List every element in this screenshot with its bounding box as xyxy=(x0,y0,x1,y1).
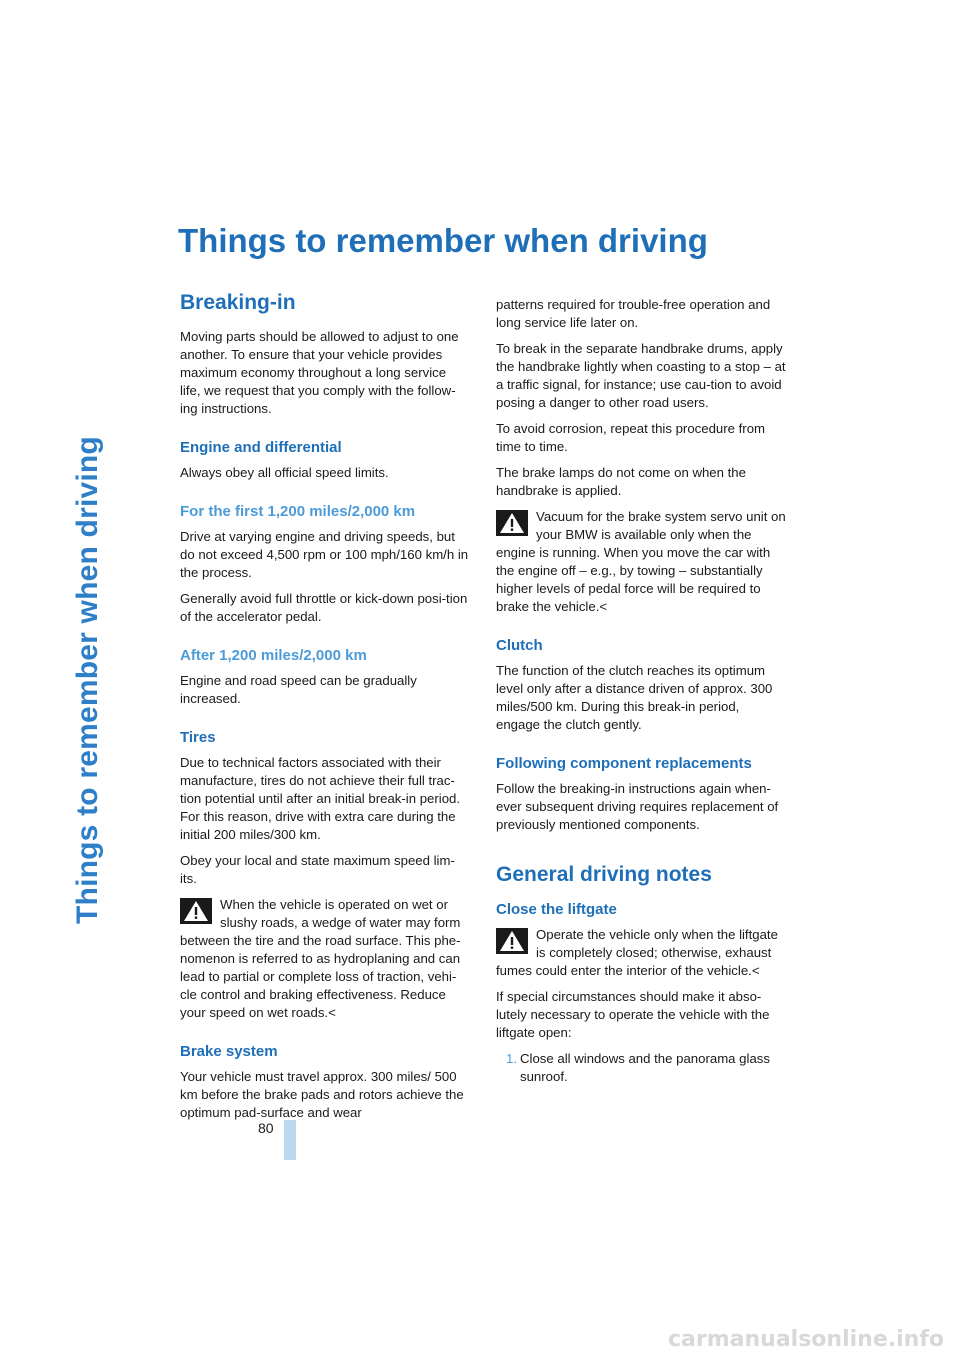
subheading-after-miles: After 1,200 miles/2,000 km xyxy=(180,647,367,664)
warning-note xyxy=(180,896,470,1022)
subheading-brake-system: Brake system xyxy=(180,1043,278,1060)
warning-text: Operate the vehicle only when the liftgate is completely closed; otherwise, exhaust fumes could enter the interior of the vehicle.< xyxy=(496,927,778,978)
page-number-bar xyxy=(284,1120,296,1160)
warning-icon xyxy=(496,928,528,954)
paragraph: To break in the separate handbrake drums, apply the handbrake lightly when coasting to a stop – at a traffic signal, for instance; use cau-tion to avoid posing a danger to other road users. xyxy=(496,341,786,410)
section-heading-general-driving: General driving notes xyxy=(496,863,712,886)
paragraph: If special circumstances should make it abso-lutely necessary to operate the vehicle with the liftgate open: xyxy=(496,989,770,1040)
warning-icon xyxy=(496,510,528,536)
page-number: 80 xyxy=(258,1120,274,1136)
paragraph: patterns required for trouble-free operation and long service life later on. xyxy=(496,297,771,330)
paragraph: To avoid corrosion, repeat this procedure from time to time. xyxy=(496,421,766,454)
subheading-tires: Tires xyxy=(180,729,216,746)
warning-icon xyxy=(180,898,212,924)
paragraph: Always obey all official speed limits. xyxy=(180,465,389,480)
watermark: carmanualsonline.info xyxy=(668,1327,944,1352)
warning-note xyxy=(496,926,786,980)
warning-note xyxy=(496,508,786,616)
paragraph: Engine and road speed can be gradually increased. xyxy=(180,673,417,706)
paragraph: Generally avoid full throttle or kick-down posi-tion of the accelerator pedal. xyxy=(180,591,468,624)
subheading-first-miles: For the first 1,200 miles/2,000 km xyxy=(180,503,416,520)
numbered-list xyxy=(496,1050,786,1086)
warning-text: When the vehicle is operated on wet or slushy roads, a wedge of water may form between the tire and the road surface. This phe-nomenon is referred to as hydroplaning and can lead to partial or complete loss of traction, vehi-cle control and braking effectiveness. Reduce your speed on wet roads.< xyxy=(180,897,461,1020)
side-section-title: Things to remember when driving xyxy=(71,436,104,924)
left-column xyxy=(180,290,470,1130)
warning-text: Vacuum for the brake system servo unit on your BMW is available only when the engine is running. When you move the car with the engine off – e.g., by towing – substantially higher levels of pedal force will be required to brake the vehicle.< xyxy=(496,509,786,614)
list-item-text: Close all windows and the panorama glass sunroof. xyxy=(520,1051,770,1084)
subheading-clutch: Clutch xyxy=(496,637,543,654)
paragraph: Moving parts should be allowed to adjust to one another. To ensure that your vehicle provides maximum economy throughout a long service life, we request that you comply with the follow-ing instructions. xyxy=(180,329,459,416)
paragraph: Follow the breaking-in instructions again when-ever subsequent driving requires replacement of previously mentioned components. xyxy=(496,781,779,832)
list-number: 1. xyxy=(506,1051,517,1066)
page-title: Things to remember when driving xyxy=(178,222,708,259)
paragraph: Obey your local and state maximum speed lim-its. xyxy=(180,853,455,886)
subheading-engine: Engine and differential xyxy=(180,439,342,456)
paragraph: Drive at varying engine and driving speeds, but do not exceed 4,500 rpm or 100 mph/160 km/h in the process. xyxy=(180,529,469,580)
subheading-close-liftgate: Close the liftgate xyxy=(496,901,617,918)
paragraph: Your vehicle must travel approx. 300 miles/ 500 km before the brake pads and rotors achieve the optimum pad-surface and wear xyxy=(180,1069,464,1120)
list-item xyxy=(496,1050,786,1086)
subheading-following-replacements: Following component replacements xyxy=(496,755,752,772)
section-heading-breaking-in: Breaking-in xyxy=(180,291,296,314)
paragraph: Due to technical factors associated with their manufacture, tires do not achieve their full trac-tion potential until after an initial break-in period. For this reason, drive with extra care during the initial 200 miles/300 km. xyxy=(180,755,461,842)
paragraph: The function of the clutch reaches its optimum level only after a distance driven of approx. 300 miles/500 km. During this break-in period, engage the clutch gently. xyxy=(496,663,773,732)
right-column xyxy=(496,296,786,1086)
paragraph: The brake lamps do not come on when the handbrake is applied. xyxy=(496,465,746,498)
